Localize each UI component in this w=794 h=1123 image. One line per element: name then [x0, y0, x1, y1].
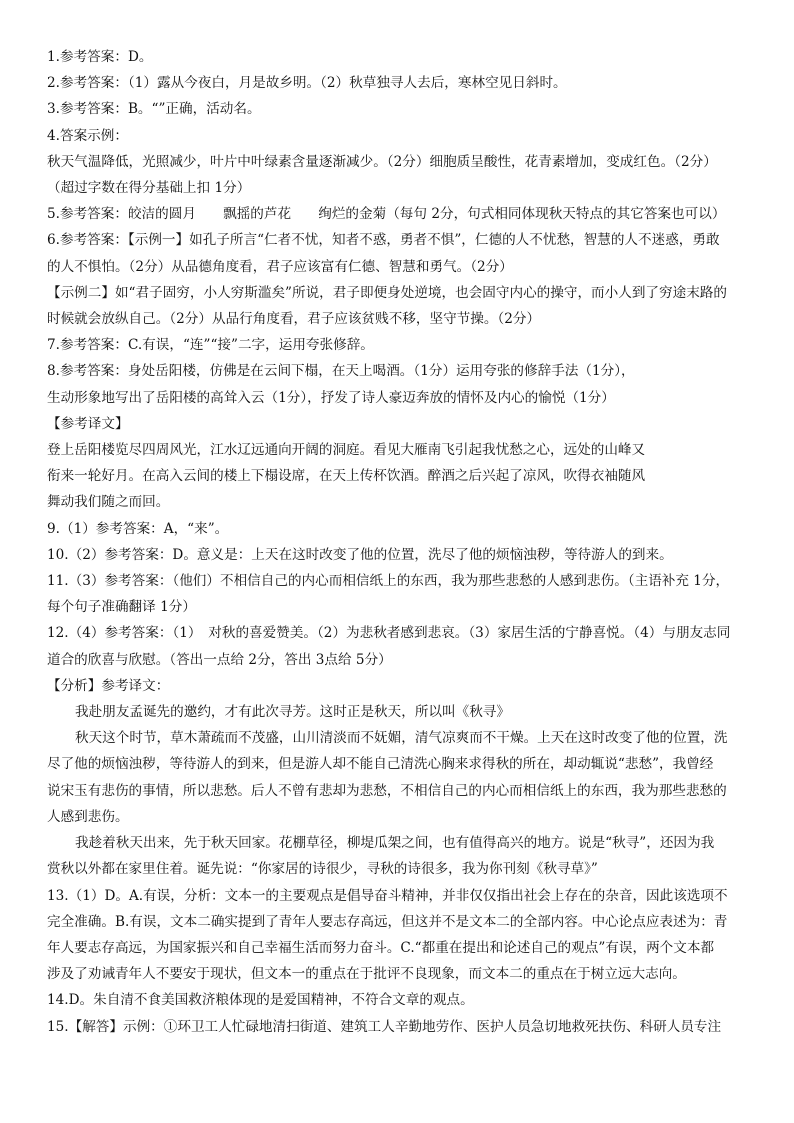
- text-line: 15.【解答】示例：①环卫工人忙碌地清扫街道、建筑工人辛勤地劳作、医护人员急切地救死扶伤、科研人员专注: [47, 1018, 722, 1035]
- text-line: 2.参考答案：（1）露从今夜白，月是故乡明。（2）秋草独寻人去后，寒林空见日斜时。: [47, 75, 567, 92]
- text-line: 14.D。朱自清不食美国救济粮体现的是爱国精神，不符合文章的观点。: [47, 992, 474, 1009]
- text-line: 舞动我们随之而回。: [47, 494, 170, 511]
- text-line: 7.参考答案：C.有误，“连”“接”二字，运用夸张修辞。: [47, 337, 374, 354]
- text-line: 1.参考答案：D。: [47, 49, 153, 65]
- text-line: 说宋玉有悲伤的事情，所以悲愁。后人不曾有悲却为悲愁，不相信自己的内心而相信纸上的东西，我为那些悲愁的: [47, 782, 727, 799]
- text-line: 赏秋以外都在家里住着。诞先说：“你家居的诗很少，寻秋的诗很多，我为你刊刻《秋寻草》”: [47, 861, 598, 878]
- text-line: 我趁着秋天出来，先于秋天回家。花棚草径，柳堤瓜架之间，也有值得高兴的地方。说是“秋寻”，还因为我: [75, 835, 715, 852]
- text-line: 【示例二】如“君子固穷，小人穷斯滥矣”所说，君子即便身处逆境，也会固守内心的操守，而小人到了穷途末路的: [47, 284, 727, 301]
- text-line: 衔来一轮好月。在高入云间的楼上下榻设席，在天上传杯饮酒。醉酒之后兴起了凉风，吹得衣袖随风: [47, 468, 646, 485]
- text-line: 的人不惧怕。（2分）从品德角度看，君子应该富有仁德、智慧和勇气。（2分）: [47, 258, 513, 275]
- text-line: 【参考译文】: [47, 415, 129, 432]
- text-line: 秋天气温降低，光照减少，叶片中叶绿素含量逐渐减少。（2分）细胞质呈酸性，花青素增加，变成红色。（2分）: [47, 153, 717, 170]
- text-line: （超过字数在得分基础上扣 1分）: [47, 180, 251, 197]
- text-line: 年人要志存高远，为国家振兴和自己幸福生活而努力奋斗。C.“都重在提出和论述自己的观点”有误，两个文本都: [47, 939, 715, 956]
- text-line: 每个句子准确翻译 1分）: [47, 599, 196, 616]
- text-line: 6.参考答案：【示例一】如孔子所言“仁者不忧，知者不惑，勇者不惧”，仁德的人不忧愁，智慧的人不迷惑，勇敢: [47, 232, 720, 249]
- text-line: 尽了他的烦恼浊秽，等待游人的到来，但是游人却不能自己清洗心胸来求得秋的所在，却动辄说“悲愁”，我曾经: [47, 756, 714, 773]
- text-line: 完全准确。B.有误，文本二确实提到了青年人要志存高远，但这并不是文本二的全部内容。中心论点应表述为：青: [47, 913, 728, 930]
- text-line: 10.（2）参考答案：D。意义是：上天在这时改变了他的位置，洗尽了他的烦恼浊秽，等待游人的到来。: [47, 546, 673, 563]
- text-line: 11.（3）参考答案：（他们）不相信自己的内心而相信纸上的东西，我为那些悲愁的人感到悲伤。（主语补充 1分，: [47, 573, 730, 590]
- text-line: 3.参考答案：B。“”正确，活动名。: [47, 101, 261, 118]
- text-line: 秋天这个时节，草木萧疏而不茂盛，山川清淡而不妩媚，清气凉爽而不干燥。上天在这时改变了他的位置，洗: [75, 730, 728, 747]
- text-line: 12.（4）参考答案：（1） 对秋的喜爱赞美。（2）为悲秋者感到悲哀。（3）家居生活的宁静喜悦。（4）与朋友志同: [47, 625, 731, 642]
- text-line: 8.参考答案：身处岳阳楼，仿佛是在云间下榻，在天上喝酒。（1分）运用夸张的修辞手法（1分），: [47, 363, 635, 380]
- text-line: 9.（1）参考答案：A，“来”。: [47, 520, 229, 537]
- text-line: 4.答案示例：: [47, 127, 128, 144]
- text-line: 人感到悲伤。: [47, 808, 129, 825]
- text-line: 时候就会放纵自己。（2分）从品行角度看，君子应该贫贱不移，坚守节操。（2分）: [47, 311, 541, 328]
- text-line: 【分析】参考译文：: [47, 677, 170, 694]
- text-line: 登上岳阳楼览尽四周风光，江水辽远通向开阔的洞庭。看见大雁南飞引起我忧愁之心，远处的山峰又: [47, 442, 646, 459]
- text-line: 我赴朋友孟诞先的邀约，才有此次寻芳。这时正是秋天，所以叫《秋寻》: [75, 704, 510, 721]
- text-line: 涉及了劝诫青年人不要安于现状，但文本一的重点在于批评不良现象，而文本二的重点在于树立远大志向。: [47, 966, 686, 983]
- text-line: 5.参考答案：皎洁的圆月 飘摇的芦花 绚烂的金菊（每句 2分，句式相同体现秋天特点的其它答案也可以）: [47, 206, 726, 223]
- text-line: 生动形象地写出了岳阳楼的高耸入云（1分），抒发了诗人豪迈奔放的情怀及内心的愉悦（1分）: [47, 389, 615, 406]
- text-line: 13.（1）D。A.有误，分析：文本一的主要观点是倡导奋斗精神，并非仅仅指出社会上存在的杂音，因此该选项不: [47, 887, 728, 904]
- text-line: 道合的欣喜与欣慰。（答出一点给 2分，答出 3点给 5分）: [47, 651, 392, 668]
